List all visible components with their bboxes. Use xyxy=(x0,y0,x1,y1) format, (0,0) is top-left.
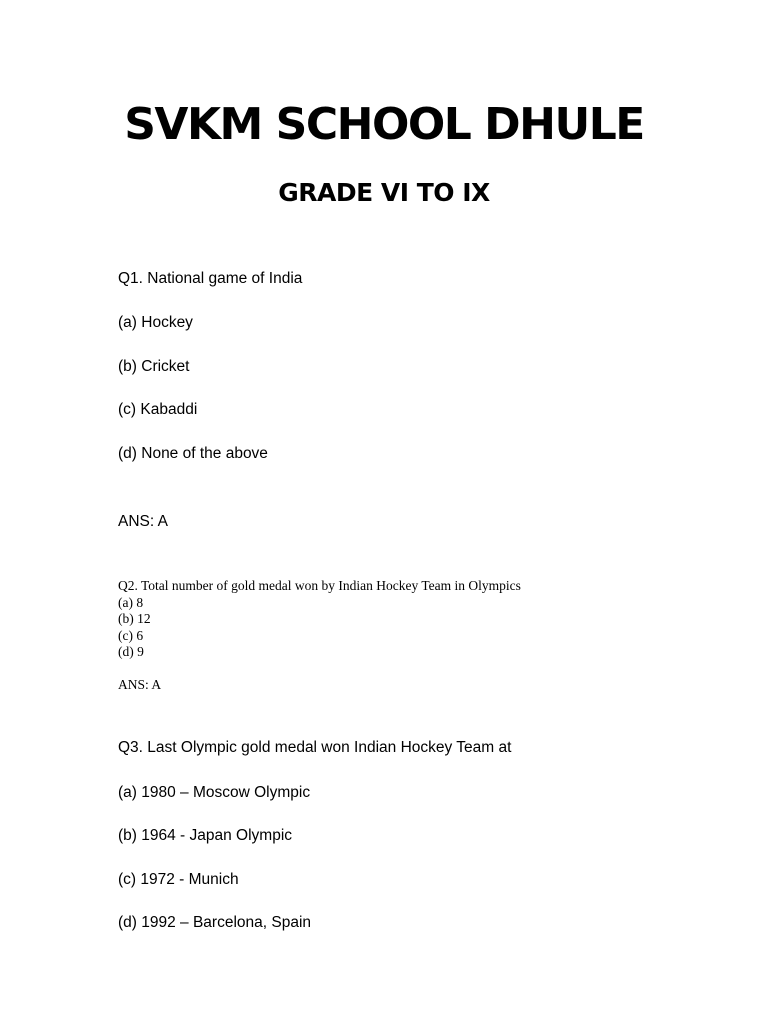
question-1-option-c: (c) Kabaddi xyxy=(118,401,198,418)
question-3-option-c: (c) 1972 - Munich xyxy=(118,871,239,888)
question-2-option-a: (a) 8 xyxy=(118,594,144,610)
question-2-spacer xyxy=(118,661,521,678)
question-3-option-b: (b) 1964 - Japan Olympic xyxy=(118,827,293,844)
question-1-option-a: (a) Hockey xyxy=(118,314,193,331)
question-2-option-c: (c) 6 xyxy=(118,627,144,643)
question-3-option-d: (d) 1992 – Barcelona, Spain xyxy=(118,914,312,931)
question-2-answer: ANS: A xyxy=(118,677,162,692)
document-subtitle: GRADE VI TO IX xyxy=(278,178,490,207)
question-3-option-a: (a) 1980 – Moscow Olympic xyxy=(118,784,311,801)
question-2-text: Q2. Total number of gold medal won by Indian Hockey Team in Olympics xyxy=(118,578,521,593)
question-2-block xyxy=(118,578,521,694)
question-1-answer: ANS: A xyxy=(118,513,168,530)
question-1-text: Q1. National game of India xyxy=(118,270,303,287)
question-1-option-b: (b) Cricket xyxy=(118,358,190,375)
question-1-option-d: (d) None of the above xyxy=(118,445,268,462)
question-2-option-d: (d) 9 xyxy=(118,644,144,659)
document-title: SVKM SCHOOL DHULE xyxy=(124,99,644,150)
question-2-option-b: (b) 12 xyxy=(118,611,151,626)
question-3-text: Q3. Last Olympic gold medal won Indian Hockey Team at xyxy=(118,739,512,756)
